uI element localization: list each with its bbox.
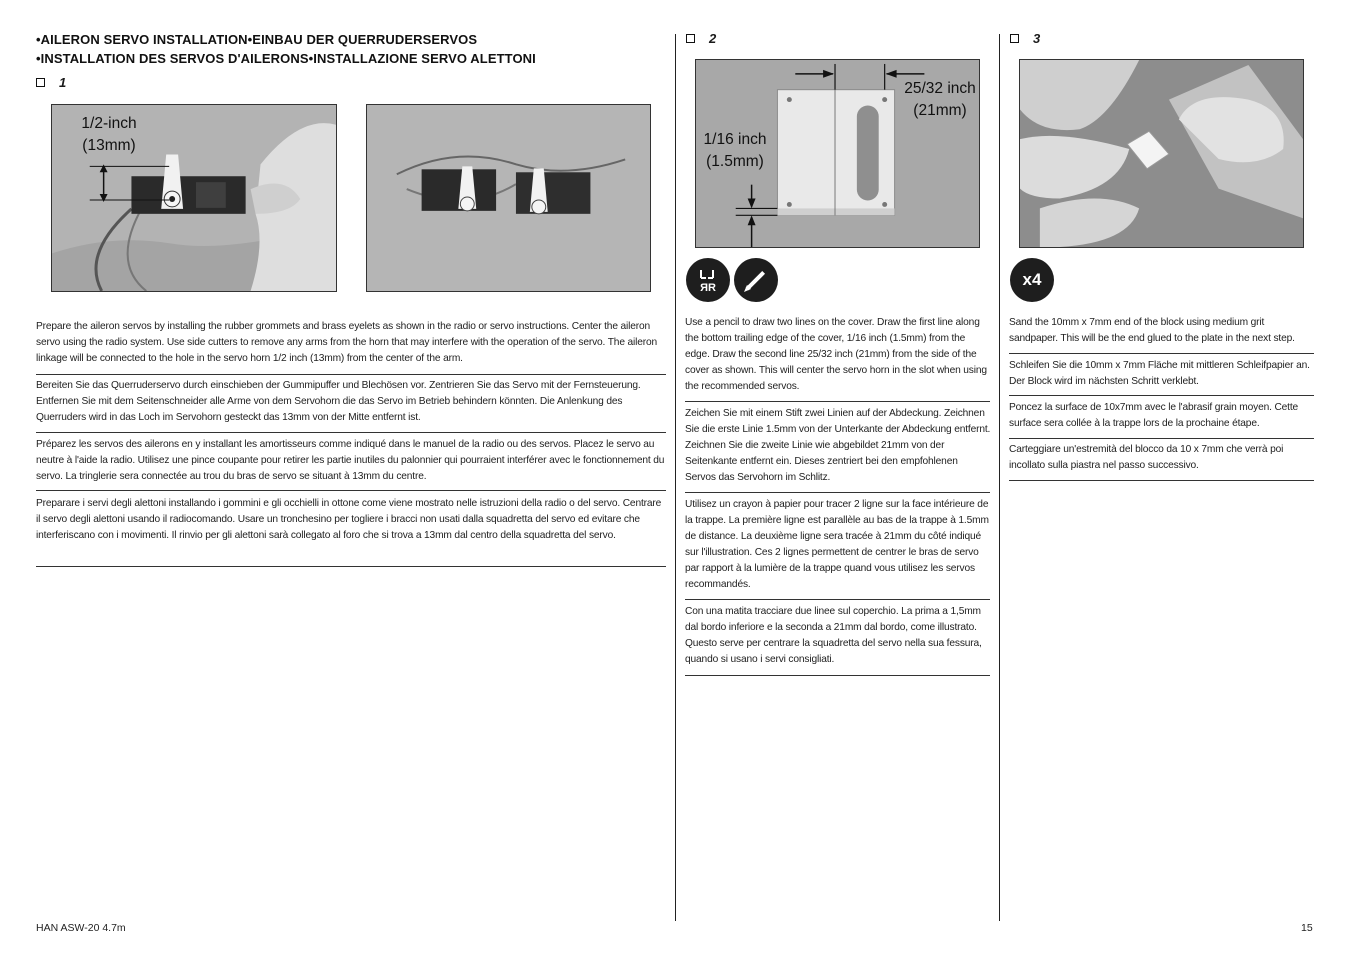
step2-text-french: Utilisez un crayon à papier pour tracer 2 ligne sur la face intérieure de la trappe. La première ligne est parallèle au bas de la trappe à 1.5mm de distance. La deuxième ligne sera tracée à 21mm du côté indiqué sur l'illustration. Ces 2 lignes permettent de centrer le bras de servo par rapport à la lumière de la trappe quand vous utilisez les servos recommandés. [685,499,989,590]
step-1-marker [36,75,66,90]
section-title-line-1: •AILERON SERVO INSTALLATION•EINBAU DER QUERRUDERSERVOS [36,32,478,47]
step-number: 3 [1033,31,1041,46]
divider [36,490,666,491]
step-number: 2 [709,31,717,46]
divider [685,675,990,676]
photo-label-25-32-inch [896,78,980,122]
step2-text-english: Use a pencil to draw two lines on the cover. Draw the first line along the bottom trailing edge of the cover, 1/16 inch (1.5mm) from the edge. Draw the second line 25/32 inch (21mm) from the side of the cover as shown. This will center the servo horn in the slot when using the recommended servos. [685,317,987,392]
step3-text-english: Sand the 10mm x 7mm end of the block using medium grit sandpaper. This will be the end glued to the plate in the next step. [1009,317,1295,344]
quantity-badge: x4 [1010,258,1054,302]
pencil-icon [734,258,778,302]
section-title-line-2: •INSTALLATION DES SERVOS D'AILERONS•INSTALLAZIONE SERVO ALETTONI [36,51,536,66]
divider [685,401,990,402]
step-number: 1 [59,75,67,90]
servos-with-horns-photo [366,104,651,292]
step-3-marker [1010,31,1040,46]
divider [1009,480,1314,481]
divider [36,432,666,433]
step1-text-english: Prepare the aileron servos by installing the rubber grommets and brass eyelets as shown in the radio or servo instructions. Center the aileron servo using the radio system. Use side cutters to remove any arms from the horn that may interfere with the operation of the servo. The aileron linkage will be connected to the hole in the servo horn 1/2 inch (13mm) from the center of the arm. [36,321,658,364]
divider [1009,395,1314,396]
photo-label-1-16-inch [696,129,774,173]
step-2-marker [686,31,716,46]
label-line: 25/32 inch [904,80,976,97]
divider [685,599,990,600]
checkbox-icon[interactable] [1010,34,1019,43]
photo-label-half-inch [70,113,148,157]
column-divider [675,34,676,921]
checkbox-icon[interactable] [36,78,45,87]
step2-text-italian: Con una matita tracciare due linee sul coperchio. La prima a 1,5mm dal bordo inferiore e la seconda a 21mm dal bordo, come illustrato. Questo serve per centrare la squadretta del servo nella sua fessura, quando si usano i servi consigliati. [685,606,982,665]
checkbox-icon[interactable] [686,34,695,43]
divider [685,492,990,493]
ruler-icon [686,258,730,302]
step3-text-french: Poncez la surface de 10x7mm avec le l'abrasif grain moyen. Cette surface sera collée à la trappe lors de la prochaine étape. [1009,402,1299,429]
column-divider [999,34,1000,921]
label-line: 1/2-inch [81,115,137,132]
divider [1009,438,1314,439]
label-line: (21mm) [913,102,967,119]
page-number: 15 [1301,922,1313,934]
label-line: 1/16 inch [703,131,767,148]
step1-text-italian: Preparare i servi degli alettoni installando i gommini e gli occhielli in ottone come viene mostrato nelle istruzioni della radio o del servo. Centrare il servo degli alettoni usando il radiocomando. Usare un tronchesino per togliere i bracci non usati dalla squadretta del servo ed evitare che interferiscano con i movimenti. Il rinvio per gli alettoni sarà collegato al foro che si trova a 13mm dal centro della squadretta del servo. [36,498,662,541]
servo-horn-measure-photo [51,104,337,292]
step2-text-german: Zeichen Sie mit einem Stift zwei Linien auf der Abdeckung. Zeichnen Sie die erste Linie 1.5mm von der Unterkante der Abdeckung entfernt. Zeichnen Sie die zweite Linie wie abgebildet 21mm von der Seitenkante entfernt ein. Dieses zentriert bei den empfohlenen Servos das Servohorn im Schlitz. [685,408,991,483]
divider [36,374,666,375]
sanding-block-photo [1019,59,1304,248]
divider [1009,353,1314,354]
divider [36,566,666,567]
label-line: (13mm) [82,137,136,154]
label-line: (1.5mm) [706,153,764,170]
step3-text-italian: Carteggiare un'estremità del blocco da 10 x 7mm che verrà poi incollato sulla piastra nel passo successivo. [1009,444,1284,471]
step3-text-german: Schleifen Sie die 10mm x 7mm Fläche mit mittleren Schleifpapier an. Der Block wird im nächsten Schritt verklebt. [1009,360,1310,387]
step1-text-french: Préparez les servos des ailerons en y installant les amortisseurs comme indiqué dans le manuel de la radio ou des servos. Placez le servo au neutre à l'aide la radio. Utilisez une pince coupante pour retirer les partie inutiles du palonnier qui pourraient interférer avec le fonctionnement du servo. La tringlerie sera connectée au trou du bras de servo se situant à 13mm du centre. [36,439,665,482]
svg-text:ЯR: ЯR [700,282,716,294]
servo-cover-marking-photo [695,59,980,248]
step1-text-german: Bereiten Sie das Querruderservo durch einschieben der Gummipuffer und Blechösen vor. Zentrieren Sie das Servo mit der Fernsteuerung. Entfernen Sie mit dem Seitenschneider alle Arme von dem Servohorn die das Servo im Betrieb behindern könnten. Die Anlenkung des Querruders wird in das Loch im Servohorn gesteckt das 13mm von der Mitte entfernt ist. [36,380,641,423]
footer-model-name: HAN ASW-20 4.7m [36,922,126,934]
